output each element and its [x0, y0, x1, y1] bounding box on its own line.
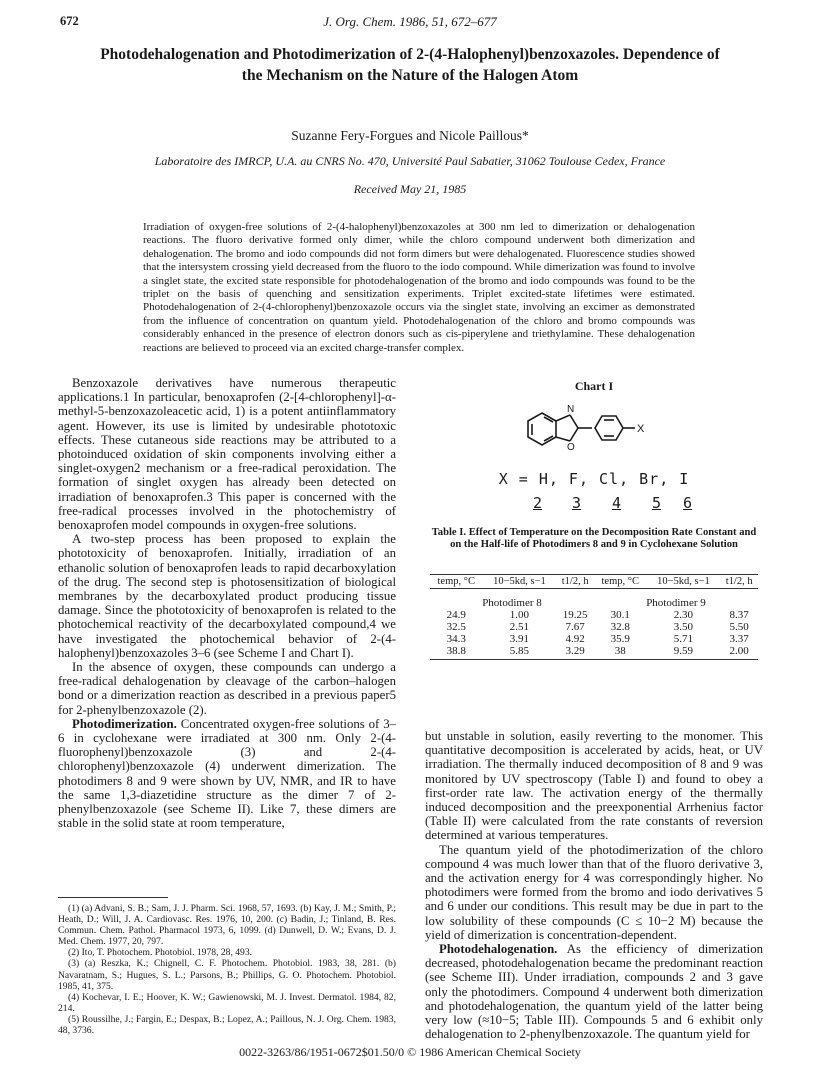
left-column — [58, 376, 396, 831]
paragraph: Benzoxazole derivatives have numerous therapeutic applications.1 In particular, benoxaprofen (2-[4-chlorophenyl]-α-methyl-5-benzoxazoleacetic acid, 1) is a potent antiinflammatory agent. However, its use is limited by undesirable phototoxic effects. These cutaneous side reactions may be attributed to a photoinduced oxidation of skin components involving either a singlet-oxygen2 mechanism or a free-radical peroxidation. The formation of singlet oxygen has already been detected on irradiation of benoxaprofen.3 This paper is concerned with the free-radical processes involved in the photochemistry of benoxaprofen model compounds in oxygen-free solutions. — [58, 376, 396, 533]
section-heading: Photodehalogenation. — [439, 942, 558, 957]
table-cell: 2.51 — [509, 621, 530, 633]
reference: (1) (a) Advani, S. B.; Sam, J. J. Pharm. Sci. 1968, 57, 1693. (b) Kay, J. M.; Smith, P.; Heath, D.; Will, J. A. Cardiovasc. Res. 1976, 10, 200. (c) Badin, J.; Tinland, B. Res. Commun. Chem. Pathol. Pharmacol 1973, 6, 1099. (d) Dunwell, D. W.; Evans, D. J. Med. Chem. 1977, 20, 797. — [58, 903, 396, 948]
table-cell: 7.67 — [565, 621, 585, 633]
table-cell: 8.37 — [729, 609, 749, 621]
authors: Suzanne Fery-Forgues and Nicole Paillous* — [291, 128, 529, 143]
journal-header: J. Org. Chem. 1986, 51, 672–677 — [323, 14, 497, 29]
table-row — [430, 609, 758, 621]
paragraph: In the absence of oxygen, these compounds can undergo a free-radical dehalogenation by cleavage of the carbon–halogen bond or a dimerization reaction as described in a previous paper5 for 2-phenylbenzoxazole (2). — [58, 660, 396, 717]
substituent-list: X = H, F, Cl, Br, I — [498, 470, 690, 488]
oxygen-label: O — [567, 442, 575, 453]
table-cell: 2.30 — [673, 609, 694, 621]
table-cell: 4.92 — [565, 633, 585, 645]
compound-number: 3 — [572, 494, 582, 512]
substituent-label: X — [637, 423, 645, 435]
table-caption: Table I. Effect of Temperature on the Decomposition Rate Constant and on the Half-life of Photodimers 8 and 9 in Cyclohexane Solution — [431, 527, 757, 551]
table-cell: 2.00 — [720, 645, 758, 660]
reference: (2) Ito, T. Photochem. Photobiol. 1978, 28, 493. — [68, 947, 253, 959]
nitrogen-label: N — [567, 404, 575, 415]
column-header: t1/2, h — [720, 575, 758, 589]
table-row — [430, 645, 758, 660]
section-heading: Photodimerization. — [72, 716, 177, 731]
page-number: 672 — [60, 14, 79, 28]
table-cell: 38.8 — [430, 645, 483, 660]
reference: (3) (a) Reszka, K.; Chignell, C. F. Photochem. Photobiol. 1983, 38, 281. (b) Navaratnam, S.; Hugues, S. L.; Parsons, B.; Phillips, G. O. Photochem. Photobiol. 1985, 41, 375. — [58, 958, 396, 992]
group-label: Photodimer 9 — [646, 597, 706, 609]
data-table — [430, 574, 758, 660]
paragraph-text: As the efficiency of dimerization decreased, photodehalogenation became the predominant reaction (see Scheme III). Under irradiation, compounds 2 and 3 gave only the photodimers. Compound 4 underwent both dimerization and photodehalogenation, the quantum yield of the latter being very low (≈10−5; Table III). Compounds 5 and 6 exhibit only dehalogenation to 2-phenylbenzoxazole. The quantum yield for — [425, 942, 763, 1042]
paragraph-text: Concentrated oxygen-free solutions of 3–6 in cyclohexane were irradiated at 300 nm. Only 2-(4-fluorophenyl)benzoxazole (3) and 2-(4-chlorophenyl)benzoxazole (4) underwent dimerization. The photodimers 8 and 9 were shown by UV, NMR, and IR to have the same 1,3-diazetidine structure as the dimer 7 of 2-phenylbenzoxazole (see Scheme II). Like 7, these dimers are stable in the solid state at room temperature, — [58, 716, 396, 831]
table-cell: 35.9 — [610, 633, 630, 645]
table-cell: 19.25 — [562, 609, 588, 621]
compound-number: 5 — [652, 494, 662, 512]
compound-number: 4 — [612, 494, 622, 512]
table-row — [430, 633, 758, 645]
table-cell: 1.00 — [509, 609, 530, 621]
column-header: 10−5kd, s−1 — [646, 575, 720, 589]
column-header: 10−5kd, s−1 — [483, 575, 557, 589]
table-cell: 5.50 — [729, 621, 749, 633]
table-cell: 32.5 — [446, 621, 466, 633]
right-column — [425, 729, 763, 1041]
paragraph: but unstable in solution, easily reverting to the monomer. This quantitative decomposition is accelerated by acids, heat, or UV irradiation. The thermally induced decomposition of 8 and 9 was monitored by UV spectroscopy (Table I) and found to obey a first-order rate law. The activation energy of the thermally induced decomposition and the preexponential Arrhenius factor (Table II) were calculated from the rate constants of reversion determined at various temperatures. — [425, 729, 763, 843]
affiliation: Laboratoire des IMRCP, U.A. au CNRS No. 470, Université Paul Sabatier, 31062 Toulouse Cedex, France — [154, 154, 666, 168]
table-cell: 3.29 — [556, 645, 594, 660]
table-cell: 9.59 — [646, 645, 720, 660]
compound-number: 2 — [533, 494, 543, 512]
table-cell: 3.50 — [673, 621, 694, 633]
column-header: temp, °C — [430, 575, 483, 589]
paragraph — [425, 942, 763, 1041]
group-label: Photodimer 8 — [482, 597, 542, 609]
table-cell: 5.85 — [483, 645, 557, 660]
abstract: Irradiation of oxygen-free solutions of 2-(4-halophenyl)benzoxazoles at 300 nm led to dimerization or dehalogenation reactions. The fluoro derivative formed only dimer, while the chloro compound underwent both dimerization and dehalogenation. The bromo and iodo compounds did not form dimers but were dehalogenated. Fluorescence studies showed that the intersystem crossing yield decreased from the fluoro to the iodo compound. While dimerization was found to involve a singlet state, the excited state responsible for photodehalogenation of the bromo and iodo compounds was found to be the triplet on the basis of quenching and sensitization experiments. Triplet excited-state lifetimes were estimated. Photodehalogenation of 2-(4-chlorophenyl)benzoxazole occurs via the singlet state, involving an excimer as demonstrated from the influence of concentration on quantum yield. Photodehalogenation of the chloro and bromo compounds was considerably enhanced in the presence of electron donors such as cis-piperylene and triethylamine. These dehalogenation reactions are believed to proceed via an excited charge-transfer complex. — [143, 221, 695, 354]
table-cell: 24.9 — [446, 609, 466, 621]
paragraph: The quantum yield of the photodimerization of the chloro compound 4 was much lower than that of the fluoro derivative 3, and the activation energy for 4 was correspondingly higher. No photodimers were formed from the bromo and iodo derivatives 5 and 6 under our conditions. This result may be due in part to the low solubility of these compounds (C ≤ 10−2 M) because the yield of dimerization is concentration-dependent. — [425, 842, 763, 942]
table-cell: 30.1 — [610, 609, 630, 621]
chart-title: Chart I — [574, 379, 614, 393]
article-title: Photodehalogenation and Photodimerization of 2-(4-Halophenyl)benzoxazoles. Dependence of the Mechanism on the Nature of the Halogen Atom — [100, 46, 720, 84]
table-cell: 38 — [594, 645, 647, 660]
table-cell: 32.8 — [610, 621, 630, 633]
column-header: temp, °C — [594, 575, 647, 589]
reference: (5) Roussilhe, J.; Fargin, E.; Despax, B.; Lopez, A.; Paillous, N. J. Org. Chem. 1983, 48, 3736. — [58, 1013, 396, 1037]
table-cell: 3.91 — [509, 633, 530, 645]
copyright-footer: 0022-3263/86/1951-0672$01.50/0 © 1986 American Chemical Society — [239, 1045, 581, 1059]
benzoxazole-structure — [520, 395, 670, 465]
references — [58, 903, 396, 1036]
compound-number: 6 — [683, 494, 693, 512]
footnote-rule — [58, 897, 168, 898]
reference: (4) Kochevar, I. E.; Hoover, K. W.; Gawienowski, M. J. Invest. Dermatol. 1984, 82, 214. — [58, 991, 396, 1014]
table-cell: 5.71 — [673, 633, 694, 645]
received-date: Received May 21, 1985 — [353, 182, 467, 196]
paragraph: A two-step process has been proposed to explain the phototoxicity of benoxaprofen. Initially, irradiation of an ethanolic solution of benoxaprofen leads to rapid decarboxylation of the drug. The second step is photosensitization of biological membranes by the decarboxylated product producing tissue damage. Since the phototoxicity of benoxaprofen is related to the photochemical reactivity of the decarboxylated compound,4 we have investigated the photochemical behavior of 2-(4-halophenyl)benzoxazoles 3–6 (see Scheme I and Chart I). — [58, 532, 396, 660]
table-cell: 3.37 — [729, 633, 749, 645]
table-cell: 34.3 — [446, 633, 466, 645]
table-row — [430, 621, 758, 633]
paragraph — [58, 717, 396, 831]
column-header: t1/2, h — [556, 575, 594, 589]
